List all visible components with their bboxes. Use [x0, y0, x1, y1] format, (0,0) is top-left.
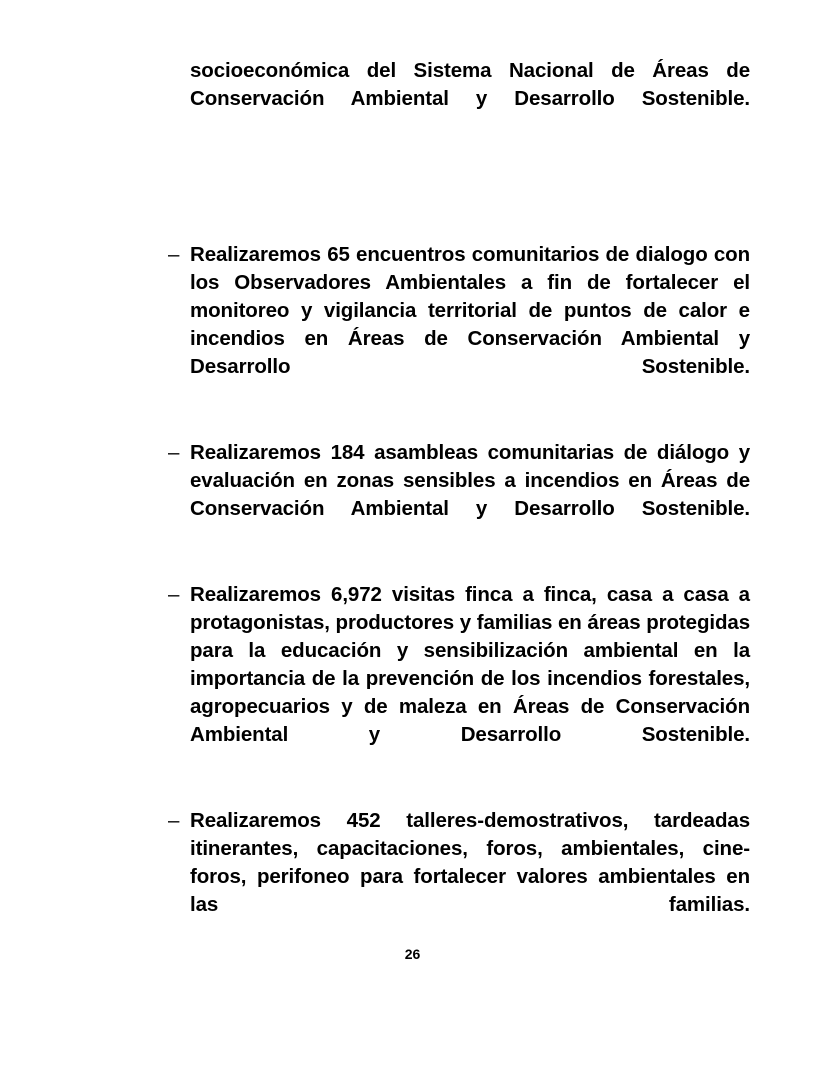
- page-content: [168, 57, 750, 947]
- list-item-text: Realizaremos 452 talleres-demostrativos, tardeadas itinerantes, capacitaciones, foros, ambientales, cine-foros, perifoneo para fortalecer valores ambientales en las familias.: [190, 809, 750, 916]
- dash-bullet-icon: –: [168, 809, 180, 832]
- intro-paragraph: socioeconómica del Sistema Nacional de Áreas de Conservación Ambiental y Desarrollo Sostenible.: [190, 59, 750, 110]
- list-item: [168, 241, 750, 409]
- dash-bullet-icon: –: [168, 441, 180, 464]
- dash-bullet-icon: –: [168, 243, 180, 266]
- list-item: [168, 807, 750, 947]
- list-item-text: Realizaremos 6,972 visitas finca a finca, casa a casa a protagonistas, productores y familias en áreas protegidas para la educación y sensibilización ambiental en la importancia de la prevención de los incendios forestales, agropecuarios y de maleza en Áreas de Conservación Ambiental y Desarrollo Sostenible.: [190, 583, 750, 746]
- page-number: 26: [404, 946, 421, 962]
- bullet-list: [168, 241, 750, 947]
- list-item: [168, 439, 750, 551]
- list-item: [168, 581, 750, 777]
- paragraph-spacer: [168, 141, 750, 241]
- list-item-text: Realizaremos 65 encuentros comunitarios de dialogo con los Observadores Ambientales a fin de fortalecer el monitoreo y vigilancia territorial de puntos de calor e incendios en Áreas de Conservación Ambiental y Desarrollo Sostenible.: [190, 243, 750, 378]
- dash-bullet-icon: –: [168, 583, 180, 606]
- list-item-text: Realizaremos 184 asambleas comunitarias de diálogo y evaluación en zonas sensibles a incendios en Áreas de Conservación Ambiental y Desarrollo Sostenible.: [190, 441, 750, 520]
